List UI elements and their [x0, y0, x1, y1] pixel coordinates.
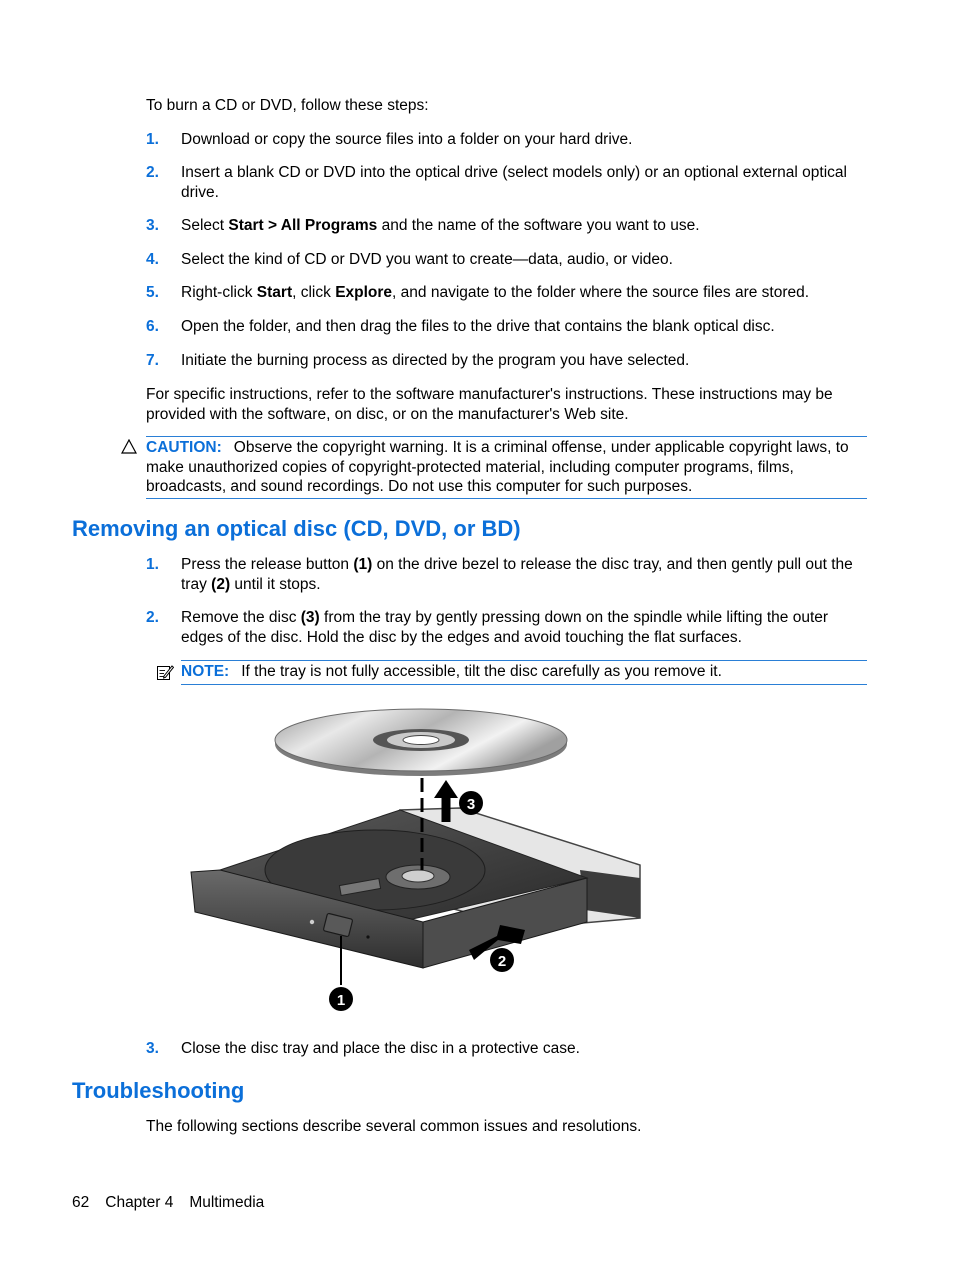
bold-text: Start — [256, 284, 293, 301]
list-item — [146, 317, 868, 337]
step-text — [181, 555, 868, 594]
intro-paragraph: To burn a CD or DVD, follow these steps: — [146, 97, 429, 114]
list-item — [146, 283, 868, 303]
list-item — [146, 163, 868, 202]
chapter-title: Multimedia — [189, 1194, 265, 1211]
step-text — [181, 351, 868, 371]
text-run: Insert a blank CD or DVD into the optical drive (select models only) or an optional external optical drive. — [181, 164, 847, 201]
page-number: 62 — [72, 1194, 90, 1211]
optical-disc-illustration — [185, 700, 650, 1020]
step-number: 3. — [146, 1040, 159, 1057]
section-heading: Troubleshooting — [72, 1078, 245, 1103]
text-run: , click — [292, 284, 336, 301]
caution-label: CAUTION: — [146, 439, 222, 456]
text-run: and the name of the software you want to use. — [377, 217, 700, 234]
step-text — [181, 317, 868, 337]
step-number: 1. — [146, 131, 159, 148]
step-text — [181, 216, 868, 236]
step-number: 4. — [146, 251, 159, 268]
list-item — [146, 351, 868, 371]
page-footer — [72, 1193, 280, 1212]
list-item — [146, 216, 868, 236]
step-number: 7. — [146, 352, 159, 369]
text-run: Press the release button — [181, 556, 354, 573]
text-run: on the drive bezel to release the disc tray, and then gently pull out the tray — [181, 556, 853, 593]
text-run: Open the folder, and then drag the files to the drive that contains the blank optical disc. — [181, 318, 775, 335]
disc-shape — [275, 709, 567, 776]
text-run: Remove the disc — [181, 609, 301, 626]
text-run: from the tray by gently pressing down on the spindle while lifting the outer edges of the disc. Hold the disc by the edges and avoid touching the flat surfaces. — [181, 609, 829, 646]
bold-text: (3) — [300, 609, 320, 626]
step-number: 5. — [146, 284, 159, 301]
note-callout — [181, 660, 867, 685]
bold-text: Start > All Programs — [228, 217, 378, 234]
bold-text: (2) — [211, 575, 231, 593]
list-item — [146, 608, 868, 647]
step-text — [181, 250, 868, 270]
specific-instructions-paragraph: For specific instructions, refer to the software manufacturer's instructions. These instructions may be provided with the software, on disc, or on the manufacturer's Web site. — [146, 386, 833, 423]
step-text — [181, 163, 868, 202]
note-text: If the tray is not fully accessible, tilt the disc carefully as you remove it. — [241, 663, 722, 680]
text-run: Select the kind of CD or DVD you want to create—data, audio, or video. — [181, 251, 673, 268]
step-text: Close the disc tray and place the disc in a protective case. — [181, 1040, 580, 1057]
text-run: Select — [181, 217, 229, 234]
note-pencil-icon — [156, 663, 176, 683]
text-run: Download or copy the source files into a folder on your hard drive. — [181, 131, 633, 148]
text-run: until it stops. — [230, 575, 321, 593]
list-item — [146, 250, 868, 270]
step-number: 1. — [146, 556, 159, 573]
text-run: Initiate the burning process as directed by the program you have selected. — [181, 352, 690, 369]
bold-text: (1) — [353, 556, 373, 573]
chapter-label: Chapter 4 — [105, 1194, 174, 1211]
section-heading: Removing an optical disc (CD, DVD, or BD) — [72, 516, 521, 541]
text-run: Right-click — [181, 284, 257, 301]
troubleshooting-intro: The following sections describe several common issues and resolutions. — [146, 1118, 642, 1135]
warning-triangle-icon — [121, 439, 139, 457]
step-text — [181, 130, 868, 150]
note-label: NOTE: — [181, 663, 230, 680]
caution-text: Observe the copyright warning. It is a criminal offense, under applicable copyright laws, to make unauthorized copies of copyright-protected material, including computer programs, films, broadcasts, and sound recordings. Do not use this computer for such purposes. — [146, 439, 849, 495]
step-number: 3. — [146, 217, 159, 234]
bold-text: Explore — [335, 284, 393, 301]
list-item — [146, 130, 868, 150]
caution-callout — [146, 436, 867, 499]
list-item — [146, 555, 868, 594]
step-text — [181, 608, 868, 647]
step-number: 2. — [146, 164, 159, 181]
list-item — [146, 1039, 868, 1059]
step-text — [181, 283, 868, 303]
text-run: , and navigate to the folder where the source files are stored. — [392, 284, 810, 301]
callout-2-label: 2 — [497, 953, 507, 970]
callout-3-label: 3 — [466, 796, 476, 813]
callout-1-label: 1 — [336, 992, 346, 1009]
step-number: 6. — [146, 318, 159, 335]
step-number: 2. — [146, 609, 159, 626]
